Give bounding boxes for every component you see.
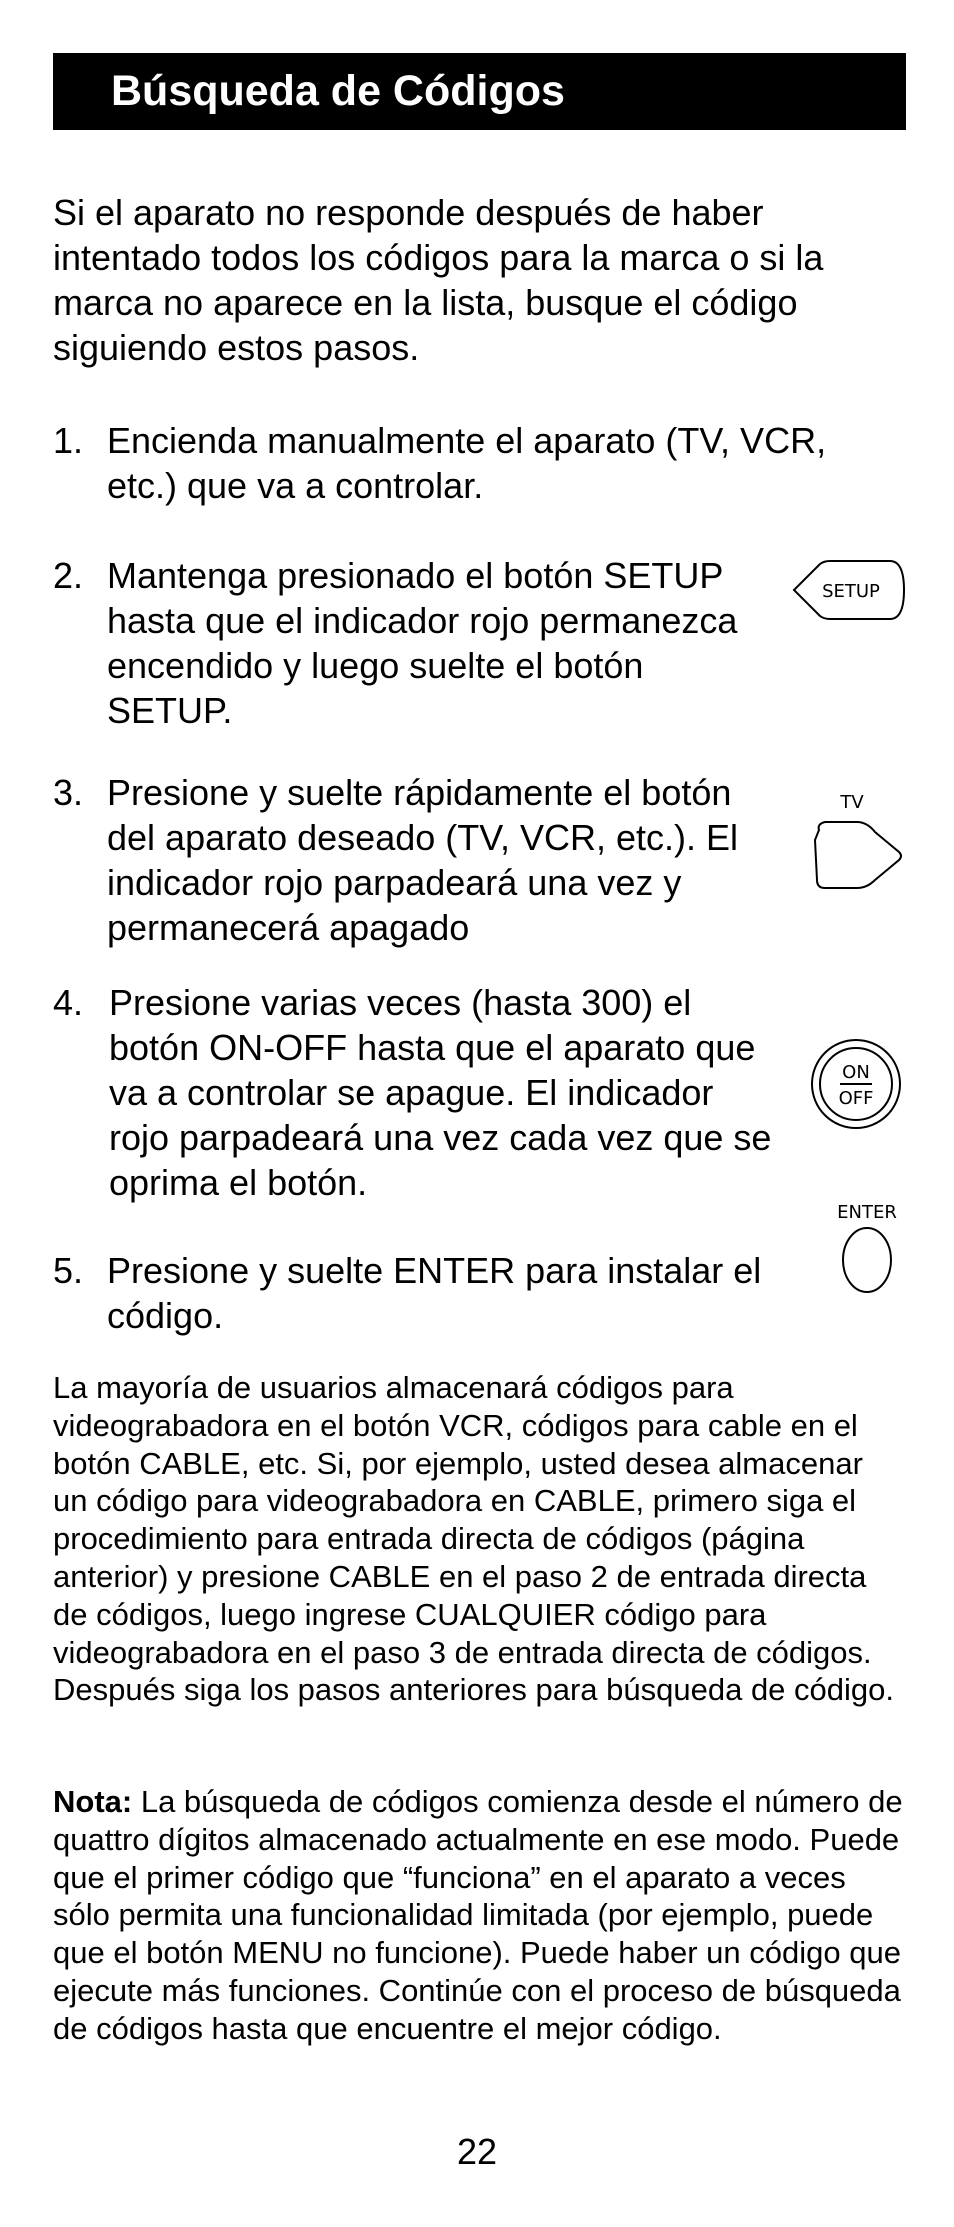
step-text: Presione y suelte rápidamente el botón del aparato deseado (TV, VCR, etc.). El indicador rojo parpadeará una vez y permanecerá apagado <box>107 772 739 948</box>
step-number: 5. <box>53 1250 84 1291</box>
page-title: Búsqueda de Códigos <box>111 67 565 115</box>
on-label: ON <box>842 1062 870 1083</box>
step-number: 2. <box>53 555 84 596</box>
step-number: 3. <box>53 772 84 813</box>
usage-paragraph: La mayoría de usuarios almacenará códigos para videograbadora en el botón VCR, códigos para cable en el botón CABLE, etc. Si, por ejemplo, usted desea almacenar un código para videograbadora en CABLE, primero siga el procedimiento para entrada directa de códigos (página anterior) y presione CABLE en el paso 2 de entrada directa de códigos, luego ingrese CUALQUIER código para videograbadora en el paso 3 de entrada directa de códigos. Después siga los pasos anteriores para búsqueda de código. <box>53 1370 894 1708</box>
step-text: Presione varias veces (hasta 300) el botón ON-OFF hasta que el aparato que va a controlar se apague. El indicador rojo parpadeará una vez cada vez que se oprima el botón. <box>109 982 772 1203</box>
enter-label: ENTER <box>837 1202 897 1223</box>
enter-button-icon <box>825 1196 909 1296</box>
setup-button-icon <box>790 558 908 622</box>
on-off-button-icon <box>808 1036 904 1132</box>
step-number: 4. <box>53 982 84 1023</box>
off-label: OFF <box>838 1088 874 1109</box>
intro-paragraph: Si el aparato no responde después de haber intentado todos los códigos para la marca o si la marca no aparece en la lista, busque el código siguiendo estos pasos. <box>53 192 824 368</box>
tv-label: TV <box>840 792 864 813</box>
setup-label: SETUP <box>822 581 880 602</box>
note-paragraph <box>53 1783 905 2048</box>
section-header <box>53 53 906 130</box>
step-text: Encienda manualmente el aparato (TV, VCR, etc.) que va a controlar. <box>107 420 827 506</box>
tv-button-icon <box>805 788 905 898</box>
step-text: Presione y suelte ENTER para instalar el código. <box>107 1250 762 1336</box>
note-text: La búsqueda de códigos comienza desde el número de quattro dígitos almacenado actualmente en ese modo. Puede que el primer código que “funciona” en el aparato a veces sólo permita una funcionalidad limitada (por ejemplo, puede que el botón MENU no funcione). Puede haber un código que ejecute más funciones. Continúe con el proceso de búsqueda de códigos hasta que encuentre el mejor código. <box>53 1784 903 2046</box>
step-number: 1. <box>53 420 84 461</box>
note-label: Nota: <box>53 1784 133 1819</box>
step-text: Mantenga presionado el botón SETUP hasta que el indicador rojo permanezca encendido y luego suelte el botón SETUP. <box>107 555 738 731</box>
page-number: 22 <box>456 2131 498 2172</box>
